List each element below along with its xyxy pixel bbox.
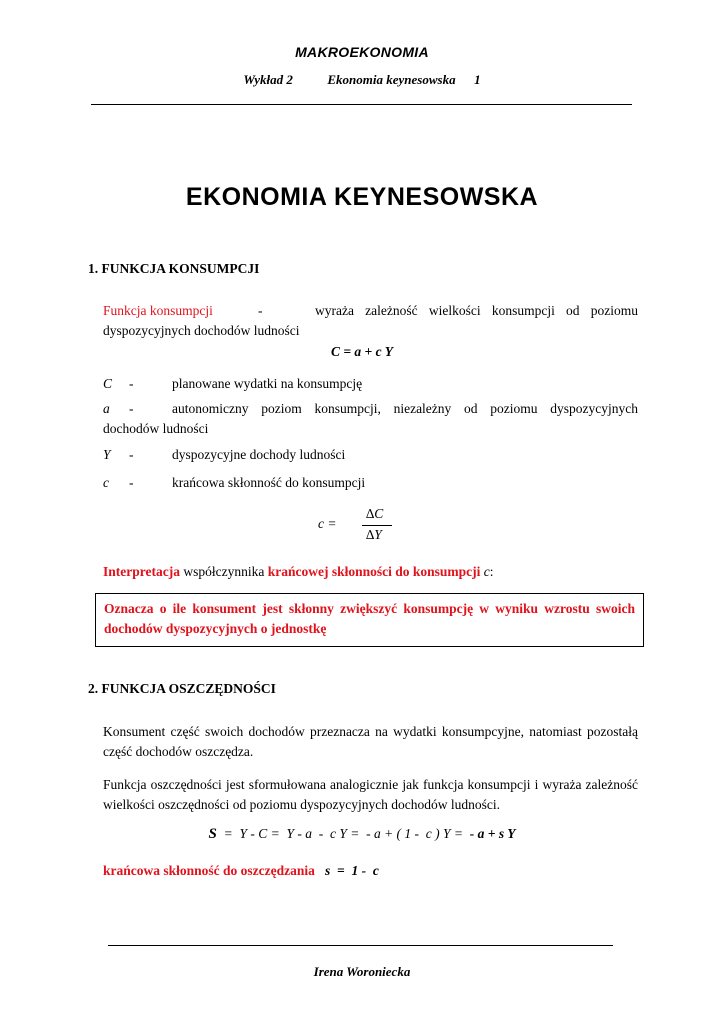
variable-row xyxy=(103,445,638,465)
mpc-denominator: ∆Y xyxy=(366,527,382,542)
savings-derivation: = Y - C = Y - a - c Y = - a + ( 1 - c ) Y = xyxy=(216,826,470,841)
mpc-lhs: c = xyxy=(318,516,337,531)
interpretation-middle: współczynnika xyxy=(179,564,268,579)
definition-line-2: dyspozycyjnych dochodów ludności xyxy=(103,323,300,338)
consumption-formula: C = a + c Y xyxy=(330,344,393,359)
variable-row xyxy=(103,473,638,493)
variable-description-continued: dochodów ludności xyxy=(103,421,209,436)
term-consumption-function: Funkcja konsumpcji xyxy=(103,303,213,318)
variable-row xyxy=(103,399,638,439)
author-name: Irena Woroniecka xyxy=(313,964,411,979)
variable-dash: - xyxy=(129,376,134,391)
interpretation-symbol: c xyxy=(480,564,490,579)
definition-line-1: wyraża zależność wielkości konsumpcji od poziomu xyxy=(315,303,638,318)
interpretation-label: Interpretacja xyxy=(103,564,180,579)
lecture-number: Wykład 2 xyxy=(243,72,293,87)
interpretation-term: krańcowej skłonności do konsumpcji xyxy=(267,564,481,579)
variable-description: planowane wydatki na konsumpcję xyxy=(172,376,363,391)
page-title: EKONOMIA KEYNESOWSKA xyxy=(185,183,539,211)
savings-paragraph-2: Funkcja oszczędności jest sformułowana analogicznie jak funkcja konsumpcji i wyraża zależność wielkości oszczędności od poziomu dyspozycyjnych dochodów ludności. xyxy=(103,777,638,812)
section-1-heading: 1. FUNKCJA KONSUMPCJI xyxy=(88,261,260,276)
mpc-numerator: ∆C xyxy=(366,506,384,521)
mps-line xyxy=(103,861,638,881)
section-2-heading: 2. FUNKCJA OSZCZĘDNOŚCI xyxy=(88,681,276,696)
variable-dash: - xyxy=(129,475,134,490)
interpretation-line xyxy=(103,562,638,582)
mps-label: krańcowa skłonność do oszczędzania xyxy=(103,863,315,878)
consumption-function-definition xyxy=(103,301,638,341)
interpretation-box-text: Oznacza o ile konsument jest skłonny zwiększyć konsumpcję w wyniku wzrostu swoich dochodów dyspozycyjnych o jednostkę xyxy=(104,601,635,636)
savings-symbol: S xyxy=(208,826,217,842)
variable-symbol: C xyxy=(103,376,113,391)
variable-description: krańcowa skłonność do konsumpcji xyxy=(172,475,366,490)
savings-formula xyxy=(0,826,724,843)
savings-paragraph-1: Konsument część swoich dochodów przeznacza na wydatki konsumpcyjne, natomiast pozostałą część dochodów oszczędza. xyxy=(103,724,638,759)
variable-symbol: Y xyxy=(103,447,111,462)
savings-result: - a + s Y xyxy=(469,826,516,841)
mps-formula: s = 1 - c xyxy=(325,863,379,878)
interpretation-end: : xyxy=(489,564,494,579)
page-number: 1 xyxy=(474,72,481,87)
header-divider xyxy=(91,104,632,105)
course-title: MAKROEKONOMIA xyxy=(295,44,429,60)
variable-description: dyspozycyjne dochody ludności xyxy=(172,447,346,462)
variable-symbol: a xyxy=(103,401,110,416)
variable-dash: - xyxy=(129,447,134,462)
variable-dash: - xyxy=(129,401,134,416)
variable-row xyxy=(103,374,638,394)
interpretation-box xyxy=(95,593,644,647)
variable-symbol: c xyxy=(103,475,109,490)
fraction-bar xyxy=(362,525,392,526)
term-dash: - xyxy=(258,303,263,318)
variable-description: autonomiczny poziom konsumpcji, niezależny od poziomu dyspozycyjnych xyxy=(172,401,638,416)
lecture-topic: Ekonomia keynesowska xyxy=(327,72,456,87)
footer-divider xyxy=(108,945,613,946)
lecture-subtitle xyxy=(0,72,724,88)
